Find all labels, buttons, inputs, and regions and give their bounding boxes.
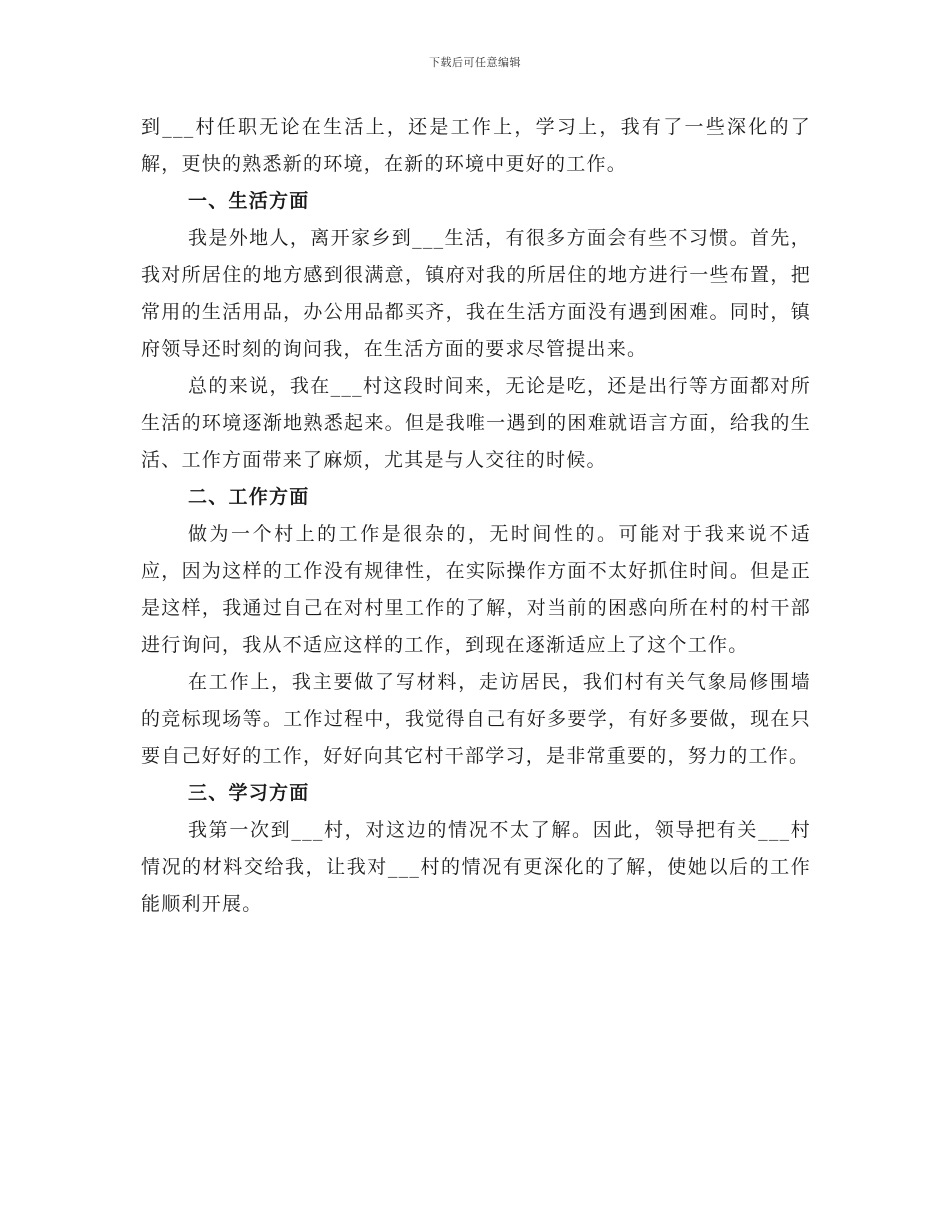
work-paragraph-1: 做为一个村上的工作是很杂的，无时间性的。可能对于我来说不适应，因为这样的工作没有规律性，在实际操作方面不太好抓住时间。但是正是这样，我通过自己在对村里工作的了解，对当前的困惑向所在村的村干部进行询问，我从不适应这样的工作，到现在逐渐适应上了这个工作。	[141, 523, 811, 656]
document-body	[141, 109, 811, 923]
life-paragraph-1: 我是外地人，离开家乡到___生活，有很多方面会有些不习惯。首先，我对所居住的地方感到很满意，镇府对我的所居住的地方进行一些布置，把常用的生活用品，办公用品都买齐，我在生活方面没有遇到困难。同时，镇府领导还时刻的询问我，在生活方面的要求尽管提出来。	[141, 227, 811, 360]
life-paragraph-2: 总的来说，我在___村这段时间来，无论是吃，还是出行等方面都对所生活的环境逐渐地熟悉起来。但是我唯一遇到的困难就语言方面，给我的生活、工作方面带来了麻烦，尤其是与人交往的时候。	[141, 375, 811, 471]
section-heading-work: 二、工作方面	[188, 486, 310, 508]
work-paragraph-2: 在工作上，我主要做了写材料，走访居民，我们村有关气象局修围墙的竞标现场等。工作过程中，我觉得自己有好多要学，有好多要做，现在只要自己好好的工作，好好向其它村干部学习，是非常重要的，努力的工作。	[141, 671, 811, 767]
page-header-note: 下载后可任意编辑	[429, 56, 521, 69]
section-heading-study: 三、学习方面	[188, 782, 310, 804]
study-paragraph-1: 我第一次到___村，对这边的情况不太了解。因此，领导把有关___村情况的材料交给我，让我对___村的情况有更深化的了解，使她以后的工作能顺利开展。	[141, 819, 811, 915]
intro-paragraph: 到___村任职无论在生活上，还是工作上，学习上，我有了一些深化的了解，更快的熟悉新的环境，在新的环境中更好的工作。	[141, 116, 811, 175]
section-heading-life: 一、生活方面	[188, 190, 310, 212]
